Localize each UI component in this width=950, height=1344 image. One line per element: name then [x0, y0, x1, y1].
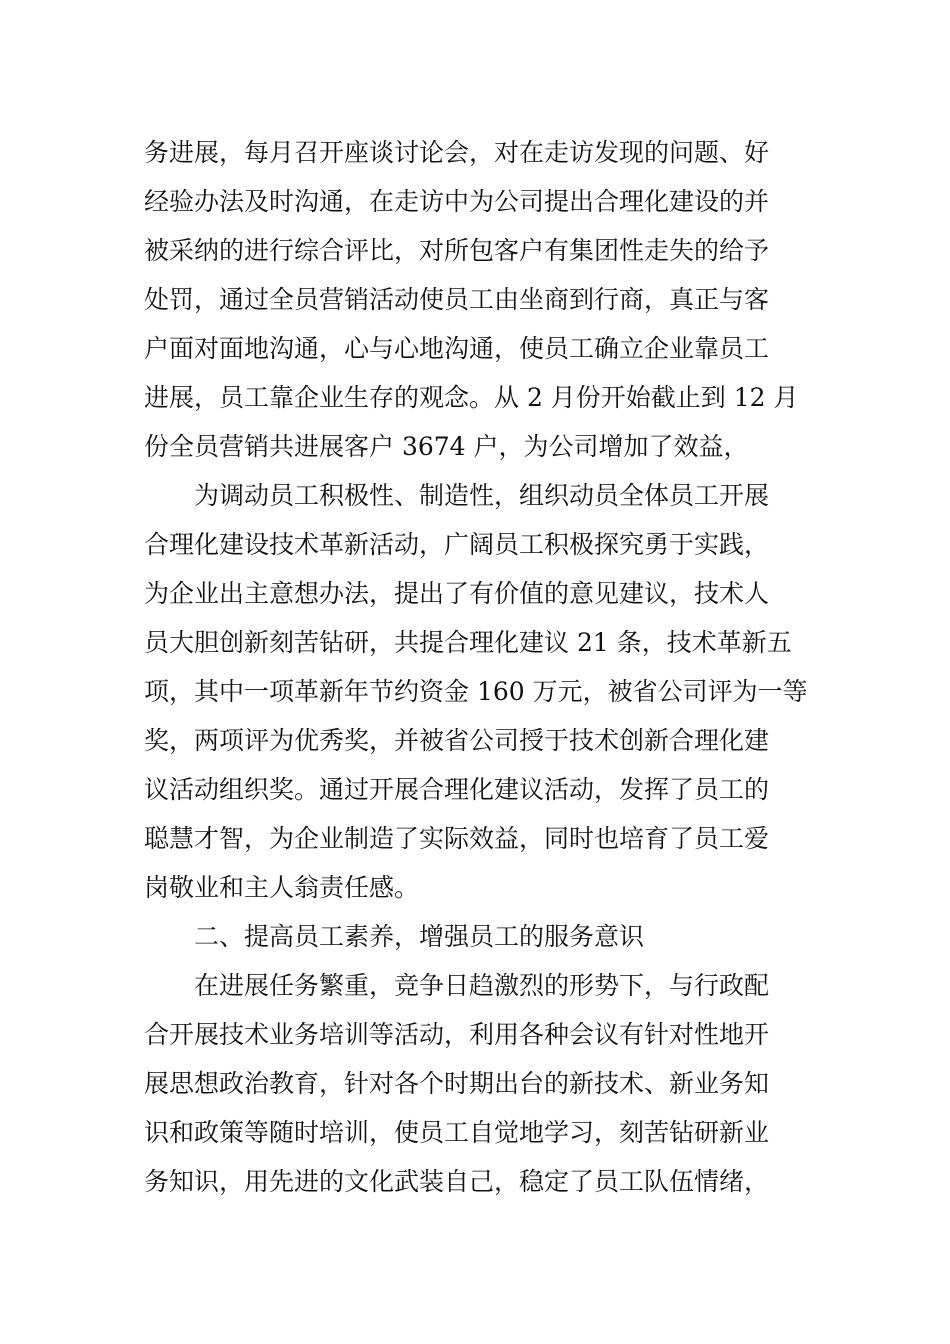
text-line: 份全员营销共进展客户 3674 户，为公司增加了效益， — [144, 432, 749, 461]
text-line: 经验办法及时沟通，在走访中为公司提出合理化建设的并 — [144, 187, 770, 216]
section-heading — [144, 912, 824, 961]
paragraph-4 — [144, 961, 824, 1206]
text-line: 务知识，用先进的文化武装自己，稳定了员工队伍情绪， — [144, 1167, 770, 1196]
text-line: 议活动组织奖。通过开展合理化建议活动，发挥了员工的 — [144, 775, 770, 804]
text-line: 员大胆创新刻苦钻研，共提合理化建议 21 条，技术革新五 — [144, 628, 792, 657]
text-line: 为调动员工积极性、制造性，组织动员全体员工开展 — [194, 481, 770, 510]
document-body — [144, 128, 824, 1206]
text-line: 在进展任务繁重，竞争日趋激烈的形势下，与行政配 — [194, 971, 770, 1000]
text-line: 项，其中一项革新年节约资金 160 万元，被省公司评为一等 — [144, 677, 808, 706]
text-line: 户面对面地沟通，心与心地沟通，使员工确立企业靠员工 — [144, 334, 770, 363]
text-line: 合开展技术业务培训等活动，利用各种会议有针对性地开 — [144, 1020, 770, 1049]
text-line: 务进展，每月召开座谈讨论会，对在走访发现的问题、好 — [144, 138, 770, 167]
section-heading-text: 二、提高员工素养，增强员工的服务意识 — [194, 922, 645, 951]
text-line: 识和政策等随时培训，使员工自觉地学习，刻苦钻研新业 — [144, 1118, 770, 1147]
text-line: 被采纳的进行综合评比，对所包客户有集团性走失的给予 — [144, 236, 770, 265]
text-line: 奖，两项评为优秀奖，并被省公司授于技术创新合理化建 — [144, 726, 770, 755]
paragraph-2 — [144, 471, 824, 912]
text-line: 合理化建设技术革新活动，广阔员工积极探究勇于实践， — [144, 530, 770, 559]
text-line: 进展，员工靠企业生存的观念。从 2 月份开始截止到 12 月 — [144, 383, 799, 412]
text-line: 为企业出主意想办法，提出了有价值的意见建议，技术人 — [144, 579, 770, 608]
text-line: 展思想政治教育，针对各个时期出台的新技术、新业务知 — [144, 1069, 770, 1098]
text-line: 处罚，通过全员营销活动使员工由坐商到行商，真正与客 — [144, 285, 770, 314]
text-line: 岗敬业和主人翁责任感。 — [144, 873, 420, 902]
text-line: 聪慧才智，为企业制造了实际效益，同时也培育了员工爱 — [144, 824, 770, 853]
paragraph-1 — [144, 128, 824, 471]
